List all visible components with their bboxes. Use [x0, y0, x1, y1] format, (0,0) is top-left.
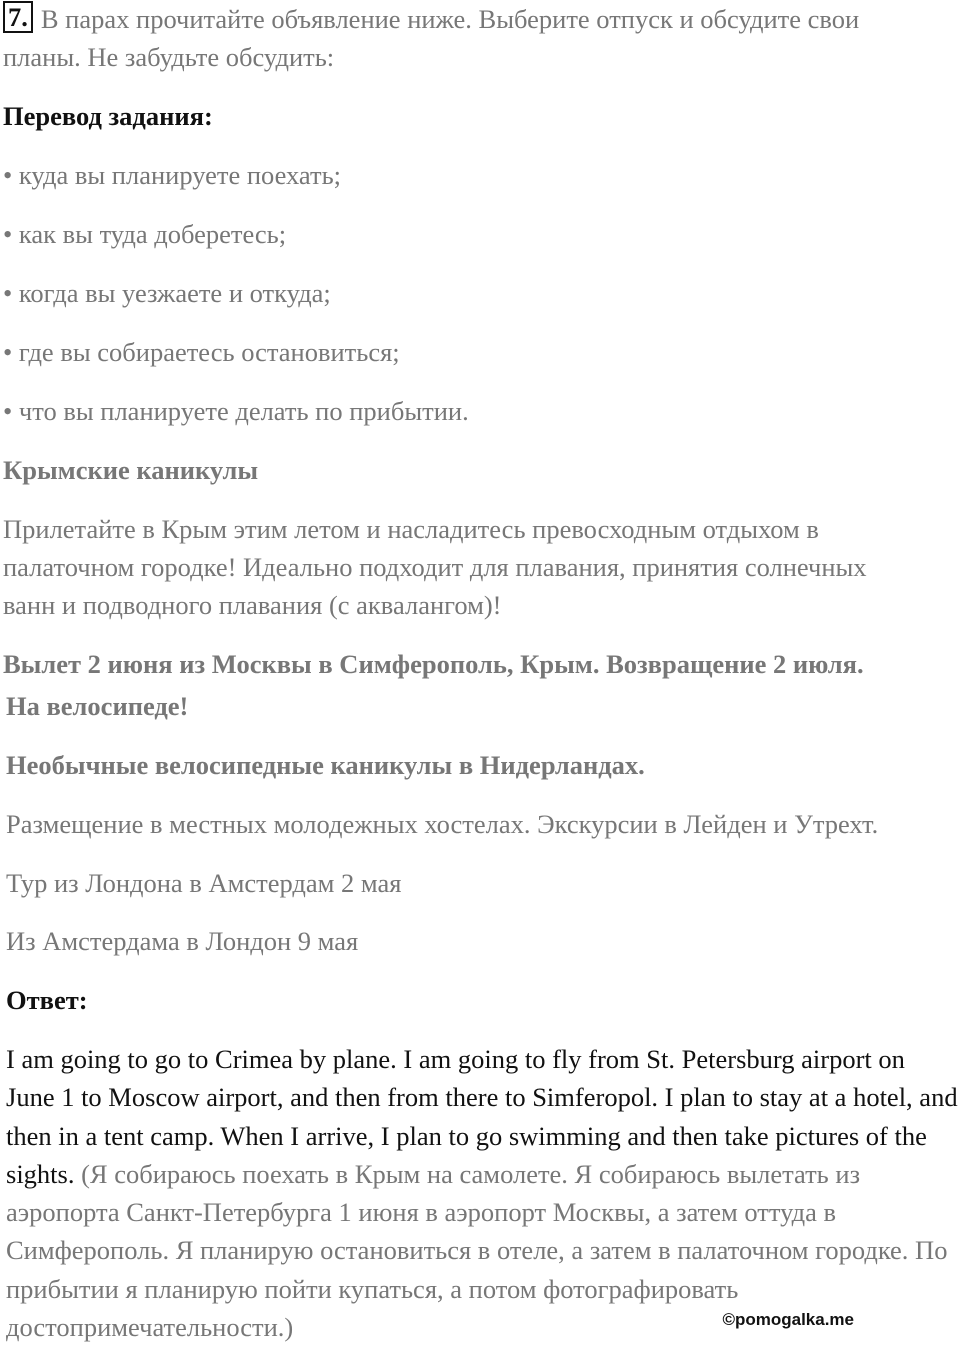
bike-accommodation: Размещение в местных молодежных хостелах. Экскурсии в Лейден и Утрехт.	[6, 809, 879, 839]
bullet-item: • где вы собираетесь остановиться;	[3, 337, 400, 367]
crimea-text-line: Прилетайте в Крым этим летом и насладитесь превосходным отдыхом в	[3, 514, 819, 544]
bullet-item: • куда вы планируете поехать;	[3, 160, 342, 190]
crimea-text-line: палаточном городке! Идеально подходит для плавания, принятия солнечных	[3, 552, 867, 582]
bike-title: На велосипеде!	[6, 691, 189, 721]
crimea-flight: Вылет 2 июня из Москвы в Симферополь, Крым. Возвращение 2 июля.	[3, 649, 864, 679]
crimea-title: Крымские каникулы	[3, 455, 259, 485]
task-line-1	[3, 0, 859, 38]
bullet-item: • когда вы уезжаете и откуда;	[3, 278, 331, 308]
watermark: ©pomogalka.me	[718, 1309, 858, 1331]
crimea-text-line: ванн и подводного плавания (с аквалангом)!	[3, 590, 502, 620]
answer-russian: (Я собираюсь поехать в Крым на самолете. Я собираюсь вылетать из аэропорта Санкт-Петербурга 1 июня в аэропорт Москвы, а затем оттуда в Симферополь. Я планирую остановиться в отеле, а затем в палаточном городке. По прибытии я планирую пойти купаться, а потом фотографировать достопримечательности.)	[6, 1158, 948, 1343]
task-instruction-2: планы. Не забудьте обсудить:	[3, 42, 335, 72]
answer-english: I am going to go to Crimea by plane. I am going to fly from St. Petersburg airport on June 1 to Moscow airport, and then from there to Simferopol. I plan to stay at a hotel, and then in a tent camp. When I arrive, I plan to go swimming and then take pictures of the sights.	[6, 1044, 958, 1189]
bullet-item: • что вы планируете делать по прибытии.	[3, 396, 469, 426]
bike-return: Из Амстердама в Лондон 9 мая	[6, 926, 359, 956]
bike-tour: Тур из Лондона в Амстердам 2 мая	[6, 868, 402, 898]
answer-text	[6, 1040, 960, 1346]
answer-heading: Ответ:	[6, 985, 88, 1015]
bullet-item: • как вы туда доберетесь;	[3, 219, 287, 249]
task-instruction-1: В парах прочитайте объявление ниже. Выберите отпуск и обсудите свои	[40, 4, 860, 34]
translation-heading: Перевод задания:	[3, 101, 213, 131]
task-number: 7.	[3, 1, 33, 33]
bike-subtitle: Необычные велосипедные каникулы в Нидерландах.	[6, 750, 645, 780]
